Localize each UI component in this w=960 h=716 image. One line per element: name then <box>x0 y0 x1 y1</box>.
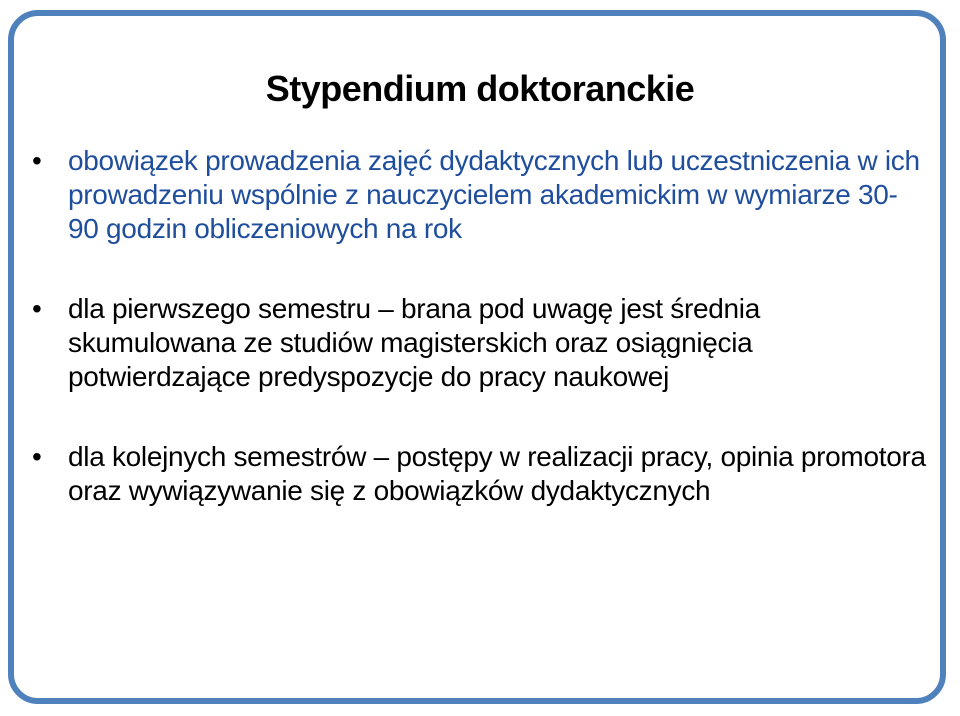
bullet-text: obowiązek prowadzenia zajęć dydaktycznych lub uczestniczenia w ich prowadzeniu wspólnie z nauczycielem akademickim w wymiarze 30-90 godzin obliczeniowych na rok <box>68 145 920 244</box>
bullet-text: dla pierwszego semestru – brana pod uwagę jest średnia skumulowana ze studiów magisterskich oraz osiągnięcia potwierdzające predyspozycje do pracy naukowej <box>68 293 760 392</box>
bullet-item-next-semesters <box>28 440 928 508</box>
bullet-icon: • <box>32 441 42 472</box>
bullet-icon: • <box>32 145 42 176</box>
bullet-icon: • <box>32 293 42 324</box>
bullet-text: dla kolejnych semestrów – postępy w realizacji pracy, opinia promotora oraz wywiązywanie się z obowiązków dydaktycznych <box>68 441 926 506</box>
bullet-item-teaching-duty <box>28 144 928 246</box>
bullet-item-first-semester <box>28 292 928 394</box>
slide-title: Stypendium doktoranckie <box>265 68 695 109</box>
bullet-list <box>28 144 928 554</box>
